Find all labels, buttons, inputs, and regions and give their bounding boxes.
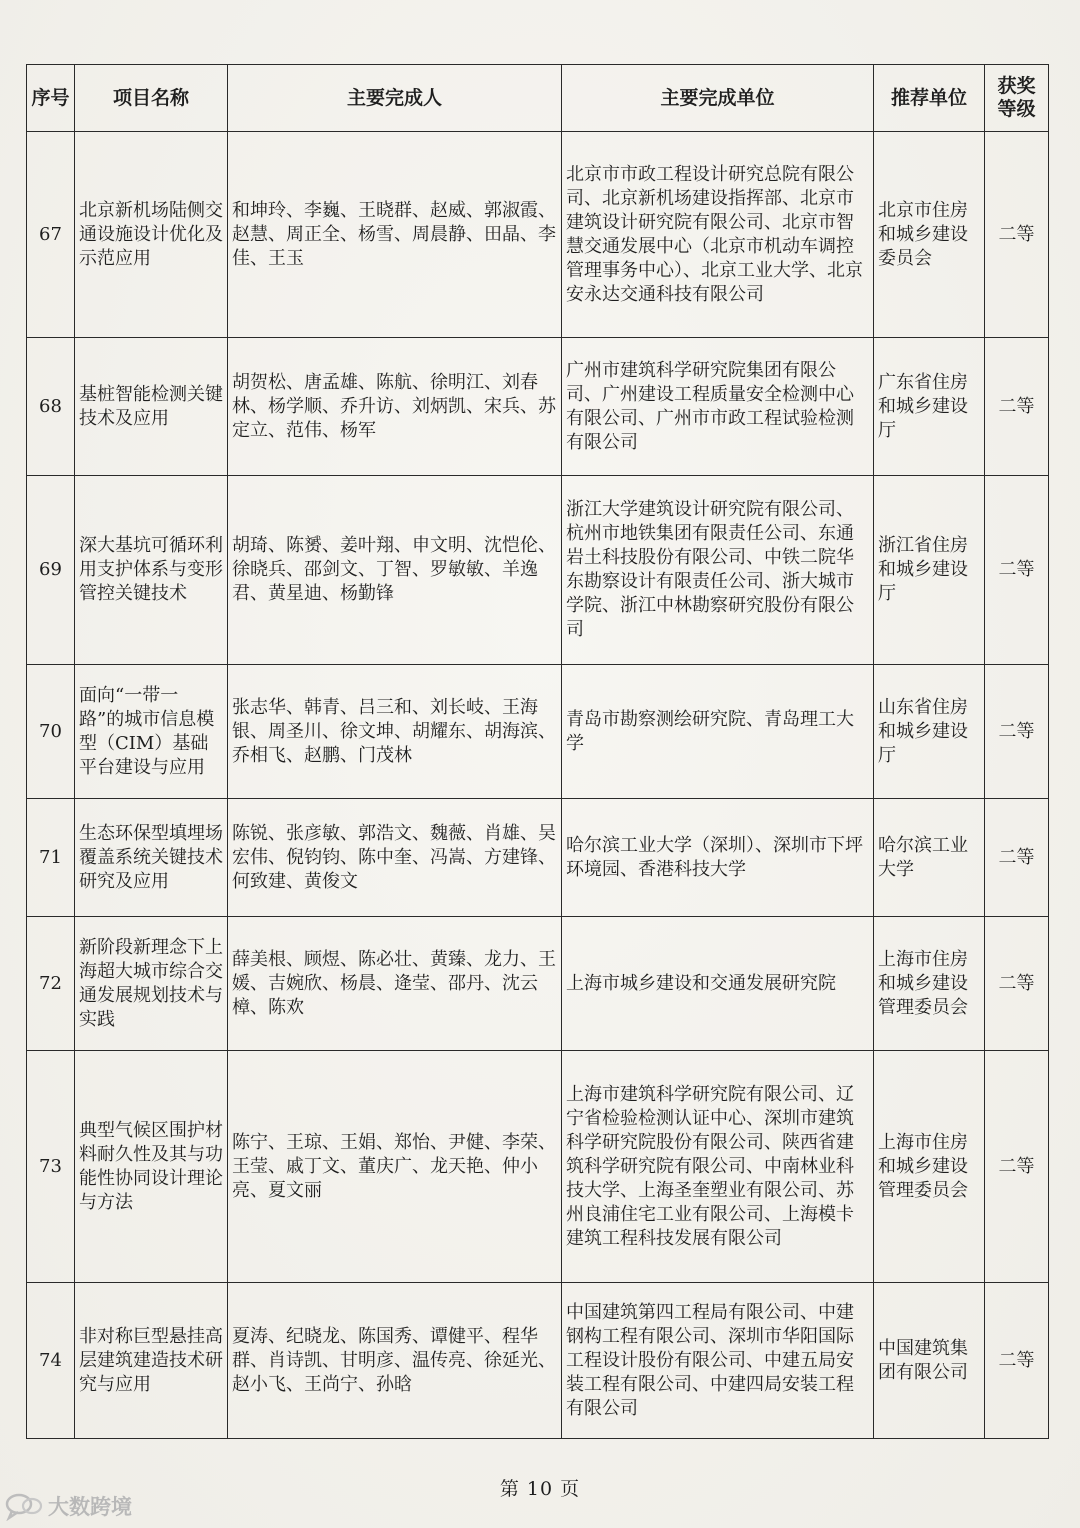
table-header-row [27,65,1049,132]
row-project-name: 典型气候区围护材料耐久性及其与功能性协同设计理论与方法 [75,1051,228,1283]
watermark-text: 大数跨境 [48,1495,132,1519]
row-no: 69 [27,476,75,665]
row-people: 胡琦、陈赟、姜叶翔、申文明、沈恺伦、徐晓兵、邵剑文、丁智、罗敏敏、羊逸君、黄星迪、杨勤锋 [228,476,562,665]
row-recommender: 广东省住房和城乡建设厅 [874,338,985,476]
row-level: 二等 [985,338,1049,476]
row-people: 陈锐、张彦敏、郭浩文、魏薇、肖雄、吴宏伟、倪钧钧、陈中奎、冯嵩、方建锋、何致建、黄俊文 [228,799,562,917]
row-units: 哈尔滨工业大学（深圳）、深圳市下坪环境园、香港科技大学 [562,799,874,917]
table-row [27,476,1049,665]
row-people: 和坤玲、李巍、王晓群、赵威、郭淑霞、赵慧、周正全、杨雪、周晨静、田晶、李佳、王玉 [228,132,562,338]
row-people: 夏涛、纪晓龙、陈国秀、谭健平、程华群、肖诗凯、甘明彦、温传亮、徐延光、赵小飞、王尚宁、孙晗 [228,1283,562,1439]
row-level: 二等 [985,132,1049,338]
row-no: 74 [27,1283,75,1439]
row-units: 中国建筑第四工程局有限公司、中建钢构工程有限公司、深圳市华阳国际工程设计股份有限公司、中建五局安装工程有限公司、中建四局安装工程有限公司 [562,1283,874,1439]
table-row [27,1051,1049,1283]
row-level: 二等 [985,799,1049,917]
header-units: 主要完成单位 [562,65,874,132]
row-level: 二等 [985,917,1049,1051]
row-project-name: 面向“一带一路”的城市信息模型（CIM）基础平台建设与应用 [75,665,228,799]
row-level: 二等 [985,665,1049,799]
row-people: 陈宁、王琼、王娟、郑怡、尹健、李荣、王莹、戚丁文、董庆广、龙天艳、仲小亮、夏文丽 [228,1051,562,1283]
row-units: 浙江大学建筑设计研究院有限公司、杭州市地铁集团有限责任公司、东通岩土科技股份有限公司、中铁二院华东勘察设计有限责任公司、浙大城市学院、浙江中林勘察研究股份有限公司 [562,476,874,665]
row-project-name: 新阶段新理念下上海超大城市综合交通发展规划技术与实践 [75,917,228,1051]
row-no: 68 [27,338,75,476]
header-no: 序号 [27,65,75,132]
row-no: 71 [27,799,75,917]
row-no: 70 [27,665,75,799]
row-project-name: 基桩智能检测关键技术及应用 [75,338,228,476]
watermark [4,1488,132,1524]
row-recommender: 山东省住房和城乡建设厅 [874,665,985,799]
table-row [27,338,1049,476]
row-units: 广州市建筑科学研究院集团有限公司、广州建设工程质量安全检测中心有限公司、广州市市政工程试验检测有限公司 [562,338,874,476]
table-row [27,132,1049,338]
row-project-name: 北京新机场陆侧交通设施设计优化及示范应用 [75,132,228,338]
awards-table [26,64,1049,1439]
row-project-name: 深大基坑可循环利用支护体系与变形管控关键技术 [75,476,228,665]
row-recommender: 浙江省住房和城乡建设厅 [874,476,985,665]
table-row [27,917,1049,1051]
table-row [27,665,1049,799]
row-project-name: 生态环保型填埋场覆盖系统关键技术研究及应用 [75,799,228,917]
row-recommender: 上海市住房和城乡建设管理委员会 [874,917,985,1051]
header-recommender: 推荐单位 [874,65,985,132]
header-level: 获奖 等级 [985,65,1049,132]
row-level: 二等 [985,1051,1049,1283]
speech-bubble-logo-icon [4,1491,44,1521]
row-units: 上海市建筑科学研究院有限公司、辽宁省检验检测认证中心、深圳市建筑科学研究院股份有限公司、陕西省建筑科学研究院有限公司、中南林业科技大学、上海圣奎塑业有限公司、苏州良浦住宅工业有限公司、上海模卡建筑工程科技发展有限公司 [562,1051,874,1283]
row-level: 二等 [985,1283,1049,1439]
row-level: 二等 [985,476,1049,665]
table-row [27,799,1049,917]
row-people: 胡贺松、唐孟雄、陈航、徐明江、刘春林、杨学顺、乔升访、刘炳凯、宋兵、苏定立、范伟、杨军 [228,338,562,476]
header-people: 主要完成人 [228,65,562,132]
row-recommender: 中国建筑集团有限公司 [874,1283,985,1439]
row-units: 上海市城乡建设和交通发展研究院 [562,917,874,1051]
header-name: 项目名称 [75,65,228,132]
table-row [27,1283,1049,1439]
row-people: 张志华、韩青、吕三和、刘长岐、王海银、周圣川、徐文坤、胡耀东、胡海滨、乔相飞、赵鹏、门茂林 [228,665,562,799]
row-no: 73 [27,1051,75,1283]
row-project-name: 非对称巨型悬挂高层建筑建造技术研究与应用 [75,1283,228,1439]
row-recommender: 哈尔滨工业大学 [874,799,985,917]
row-recommender: 北京市住房和城乡建设委员会 [874,132,985,338]
row-people: 薛美根、顾煜、陈必壮、黄臻、龙力、王媛、吉婉欣、杨晨、逄莹、邵丹、沈云樟、陈欢 [228,917,562,1051]
row-no: 72 [27,917,75,1051]
row-no: 67 [27,132,75,338]
row-recommender: 上海市住房和城乡建设管理委员会 [874,1051,985,1283]
row-units: 青岛市勘察测绘研究院、青岛理工大学 [562,665,874,799]
row-units: 北京市市政工程设计研究总院有限公司、北京新机场建设指挥部、北京市建筑设计研究院有限公司、北京市智慧交通发展中心（北京市机动车调控管理事务中心）、北京工业大学、北京安永达交通科技有限公司 [562,132,874,338]
page-number: 第 10 页 [499,1478,581,1500]
